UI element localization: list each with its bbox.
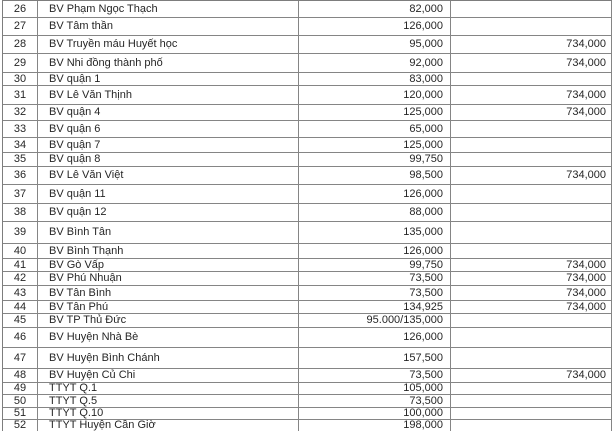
- fee2-value-cell: 734,000: [451, 286, 612, 300]
- facility-name-cell: BV Huyện Bình Chánh: [38, 348, 299, 368]
- fee2-value-cell: [451, 383, 612, 394]
- table-row: [3, 408, 612, 420]
- table-row: [3, 259, 612, 272]
- table-row: [3, 369, 612, 383]
- row-number-cell: 31: [3, 86, 38, 104]
- fee-value-cell: 73,500: [299, 369, 451, 382]
- fee-value-cell: 65,000: [299, 121, 451, 137]
- fee-value-cell: 100,000: [299, 408, 451, 419]
- table-row: [3, 185, 612, 204]
- fee-value-cell: 125,000: [299, 105, 451, 120]
- row-number-cell: 29: [3, 54, 38, 72]
- row-number-cell: 41: [3, 259, 38, 271]
- table-row: [3, 301, 612, 314]
- fee2-value-cell: [451, 222, 612, 243]
- fee-value-cell: 83,000: [299, 73, 451, 85]
- facility-name-cell: TTYT Q.5: [38, 395, 299, 407]
- fee-value-cell: 126,000: [299, 244, 451, 258]
- fee2-value-cell: [451, 121, 612, 137]
- row-number-cell: 37: [3, 185, 38, 203]
- row-number-cell: 35: [3, 153, 38, 166]
- facility-name-cell: TTYT Huyện Cần Giờ: [38, 420, 299, 431]
- fee2-value-cell: 734,000: [451, 369, 612, 382]
- row-number-cell: 45: [3, 314, 38, 327]
- fee2-value-cell: [451, 314, 612, 327]
- fee-value-cell: 92,000: [299, 54, 451, 72]
- fee2-value-cell: [451, 204, 612, 221]
- facility-name-cell: BV Tân Phú: [38, 301, 299, 313]
- fee-value-cell: 73,500: [299, 286, 451, 300]
- table-row: [3, 73, 612, 86]
- table-row: [3, 1, 612, 18]
- facility-name-cell: BV Huyện Nhà Bè: [38, 328, 299, 347]
- fee2-value-cell: [451, 18, 612, 35]
- fee2-value-cell: [451, 328, 612, 347]
- facility-name-cell: BV TP Thủ Đức: [38, 314, 299, 327]
- fee2-value-cell: 734,000: [451, 167, 612, 184]
- table-row: [3, 138, 612, 153]
- fee2-value-cell: [451, 395, 612, 407]
- row-number-cell: 52: [3, 420, 38, 431]
- fee-value-cell: 88,000: [299, 204, 451, 221]
- row-number-cell: 49: [3, 383, 38, 394]
- fee-value-cell: 95,000: [299, 36, 451, 53]
- facility-name-cell: BV Phú Nhuận: [38, 272, 299, 285]
- fee2-value-cell: 734,000: [451, 36, 612, 53]
- table-row: [3, 286, 612, 301]
- table-row: [3, 395, 612, 408]
- fee-value-cell: 120,000: [299, 86, 451, 104]
- row-number-cell: 39: [3, 222, 38, 243]
- fee-value-cell: 135,000: [299, 222, 451, 243]
- row-number-cell: 32: [3, 105, 38, 120]
- facility-name-cell: BV quận 4: [38, 105, 299, 120]
- table-row: [3, 222, 612, 244]
- table-row: [3, 167, 612, 185]
- fee2-value-cell: [451, 348, 612, 368]
- table-row: [3, 383, 612, 395]
- row-number-cell: 36: [3, 167, 38, 184]
- row-number-cell: 47: [3, 348, 38, 368]
- facility-name-cell: BV quận 8: [38, 153, 299, 166]
- fee2-value-cell: [451, 138, 612, 152]
- fee-value-cell: 126,000: [299, 185, 451, 203]
- table-row: [3, 86, 612, 105]
- fee2-value-cell: 734,000: [451, 301, 612, 313]
- row-number-cell: 42: [3, 272, 38, 285]
- fee-value-cell: 99,750: [299, 153, 451, 166]
- fee-value-cell: 105,000: [299, 383, 451, 394]
- row-number-cell: 38: [3, 204, 38, 221]
- hospital-fee-table: [2, 0, 612, 431]
- facility-name-cell: BV Nhi đồng thành phố: [38, 54, 299, 72]
- fee-value-cell: 98,500: [299, 167, 451, 184]
- row-number-cell: 40: [3, 244, 38, 258]
- facility-name-cell: BV Lê Văn Thịnh: [38, 86, 299, 104]
- facility-name-cell: BV Gò Vấp: [38, 259, 299, 271]
- facility-name-cell: BV Phạm Ngọc Thạch: [38, 1, 299, 17]
- facility-name-cell: BV Truyền máu Huyết học: [38, 36, 299, 53]
- fee2-value-cell: [451, 73, 612, 85]
- fee2-value-cell: [451, 1, 612, 17]
- row-number-cell: 26: [3, 1, 38, 17]
- facility-name-cell: BV quận 12: [38, 204, 299, 221]
- table-row: [3, 314, 612, 328]
- facility-name-cell: TTYT Q.10: [38, 408, 299, 419]
- fee-value-cell: 126,000: [299, 328, 451, 347]
- row-number-cell: 27: [3, 18, 38, 35]
- facility-name-cell: BV Huyện Củ Chi: [38, 369, 299, 382]
- row-number-cell: 34: [3, 138, 38, 152]
- table-row: [3, 204, 612, 222]
- row-number-cell: 46: [3, 328, 38, 347]
- row-number-cell: 44: [3, 301, 38, 313]
- fee2-value-cell: [451, 244, 612, 258]
- table-row: [3, 54, 612, 73]
- facility-name-cell: BV quận 11: [38, 185, 299, 203]
- fee2-value-cell: 734,000: [451, 105, 612, 120]
- table-row: [3, 328, 612, 348]
- fee2-value-cell: 734,000: [451, 272, 612, 285]
- facility-name-cell: TTYT Q.1: [38, 383, 299, 394]
- fee2-value-cell: [451, 185, 612, 203]
- table-row: [3, 244, 612, 259]
- fee-value-cell: 126,000: [299, 18, 451, 35]
- fee-value-cell: 82,000: [299, 1, 451, 17]
- table-row: [3, 348, 612, 369]
- table-row: [3, 105, 612, 121]
- fee-value-cell: 73,500: [299, 395, 451, 407]
- row-number-cell: 48: [3, 369, 38, 382]
- fee-value-cell: 95.000/135,000: [299, 314, 451, 327]
- fee-value-cell: 157,500: [299, 348, 451, 368]
- table-row: [3, 420, 612, 431]
- facility-name-cell: BV quận 7: [38, 138, 299, 152]
- fee-value-cell: 125,000: [299, 138, 451, 152]
- table-row: [3, 36, 612, 54]
- facility-name-cell: BV quận 1: [38, 73, 299, 85]
- fee-value-cell: 99,750: [299, 259, 451, 271]
- facility-name-cell: BV Tâm thần: [38, 18, 299, 35]
- table-row: [3, 272, 612, 286]
- table-row: [3, 18, 612, 36]
- fee-value-cell: 73,500: [299, 272, 451, 285]
- facility-name-cell: BV Bình Thạnh: [38, 244, 299, 258]
- facility-name-cell: BV Bình Tân: [38, 222, 299, 243]
- row-number-cell: 43: [3, 286, 38, 300]
- fee2-value-cell: [451, 153, 612, 166]
- fee2-value-cell: 734,000: [451, 259, 612, 271]
- fee2-value-cell: 734,000: [451, 54, 612, 72]
- facility-name-cell: BV Tân Bình: [38, 286, 299, 300]
- row-number-cell: 30: [3, 73, 38, 85]
- table-row: [3, 153, 612, 167]
- facility-name-cell: BV Lê Văn Việt: [38, 167, 299, 184]
- fee-value-cell: 198,000: [299, 420, 451, 431]
- row-number-cell: 28: [3, 36, 38, 53]
- fee2-value-cell: [451, 420, 612, 431]
- row-number-cell: 50: [3, 395, 38, 407]
- fee2-value-cell: 734,000: [451, 86, 612, 104]
- fee-value-cell: 134,925: [299, 301, 451, 313]
- table-row: [3, 121, 612, 138]
- fee2-value-cell: [451, 408, 612, 419]
- row-number-cell: 33: [3, 121, 38, 137]
- facility-name-cell: BV quận 6: [38, 121, 299, 137]
- row-number-cell: 51: [3, 408, 38, 419]
